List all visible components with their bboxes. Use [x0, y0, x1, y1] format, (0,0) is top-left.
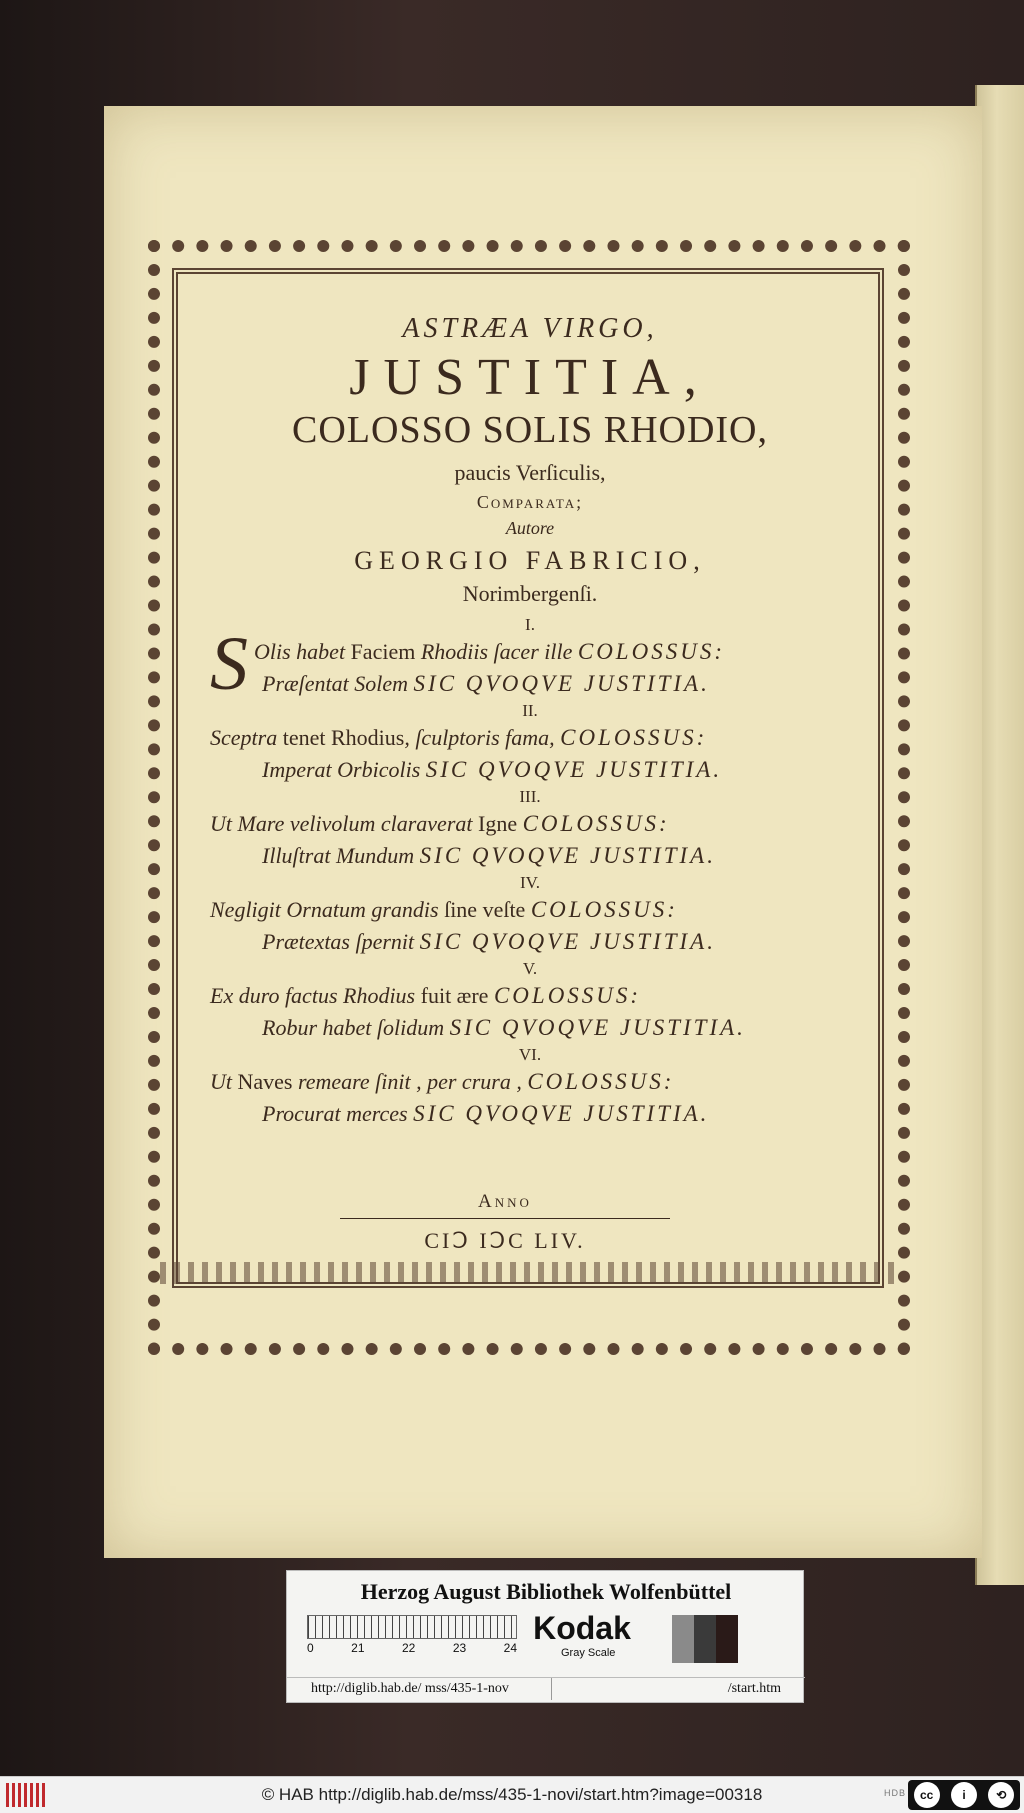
author-name: GEORGIO FABRICIO,	[354, 546, 706, 575]
verse-refrain-line	[210, 754, 850, 786]
title-line-1: ASTRÆA VIRGO,	[402, 313, 658, 344]
title-block	[205, 312, 855, 610]
verse-fragment: Imperat Orbicolis	[262, 757, 426, 782]
stanza-number: III.	[519, 787, 541, 806]
verse-refrain-line	[210, 926, 850, 958]
title-line-6: Autore	[505, 518, 555, 538]
sa-icon: ⟲	[988, 1782, 1014, 1808]
library-label-card	[286, 1570, 804, 1703]
verse-fragment: SIC QVOQVE JUSTITIA.	[449, 1015, 746, 1040]
verse-fragment: SIC QVOQVE JUSTITIA.	[419, 929, 716, 954]
verse-fragment: COLOSSUS:	[527, 1069, 675, 1094]
verse-fragment: SIC QVOQVE JUSTITIA.	[413, 1101, 710, 1126]
gray-swatch	[716, 1615, 738, 1663]
verse-line	[210, 894, 850, 926]
verse-fragment: Negligit Ornatum grandis	[210, 897, 445, 922]
verse-fragment: , ſculptoris fama,	[404, 725, 561, 750]
verse-refrain-line	[210, 668, 850, 700]
ruler-number: 23	[452, 1641, 467, 1655]
verse-fragment: SIC QVOQVE JUSTITIA.	[413, 671, 710, 696]
label-url-row	[287, 1677, 805, 1700]
stanza-number: I.	[525, 615, 535, 634]
verse-fragment: Sceptra	[210, 725, 283, 750]
verse-fragment: Olis habet	[254, 639, 351, 664]
verse-fragment: SIC QVOQVE JUSTITIA.	[425, 757, 723, 782]
verse-fragment: Ut	[210, 1069, 238, 1094]
verse-fragment: Prætextas ſpernit	[262, 929, 420, 954]
author-origin: Norimbergenſi.	[462, 581, 598, 606]
verse-line	[210, 980, 850, 1012]
gray-scale-label: Gray Scale	[561, 1647, 616, 1659]
verse-fragment: Ex duro factus Rhodius	[210, 983, 421, 1008]
verse-line	[210, 1066, 850, 1098]
cc-license-badge[interactable]	[908, 1780, 1020, 1810]
verse-fragment: fuit ære	[420, 983, 494, 1008]
stanza-number: VI.	[518, 1045, 542, 1064]
stanza-number: II.	[522, 701, 538, 720]
verse-fragment: SIC QVOQVE JUSTITIA.	[419, 843, 716, 868]
adjacent-page-edge	[975, 85, 1024, 1585]
ruler-scale	[307, 1615, 517, 1639]
verse-line	[210, 722, 850, 754]
verse-fragment: COLOSSUS:	[577, 639, 725, 664]
stanza-number: IV.	[520, 873, 540, 892]
verse-block	[210, 614, 850, 1130]
verse-line	[210, 808, 850, 840]
verse-fragment: Præſentat Solem	[262, 671, 414, 696]
ruler-number: 21	[351, 1641, 365, 1655]
ornamental-border-band	[160, 1262, 898, 1284]
verse-fragment: ſine veſte	[444, 897, 531, 922]
imprint-block	[340, 1190, 670, 1255]
gray-swatches	[672, 1615, 738, 1663]
verse-fragment: Ut Mare velivolum claraverat	[210, 811, 478, 836]
verse-fragment: Igne	[478, 811, 523, 836]
verse-fragment: COLOSSUS:	[560, 725, 708, 750]
ruler-numbers	[307, 1641, 517, 1655]
verse-fragment: Illuſtrat Mundum	[262, 843, 420, 868]
verse-refrain-line	[210, 840, 850, 872]
verse-fragment: Naves	[237, 1069, 298, 1094]
drop-cap: S	[210, 622, 248, 706]
title-line-4: paucis Verſiculis,	[454, 460, 606, 485]
verse-fragment: remeare ſinit , per crura ,	[297, 1069, 528, 1094]
ruler-number: 0	[307, 1641, 314, 1655]
anno-rule	[340, 1218, 670, 1219]
verse-refrain-line	[210, 1098, 850, 1130]
verse-fragment: Faciem	[350, 639, 421, 664]
verse-fragment: COLOSSUS:	[530, 897, 678, 922]
label-url-left: http://diglib.hab.de/ mss/435-1-nov	[311, 1681, 509, 1696]
footer-bar	[0, 1776, 1024, 1813]
ruler-number: 24	[503, 1641, 517, 1655]
verse-fragment: Rhodiis ſacer ille	[420, 639, 578, 664]
anno-label: Anno	[478, 1191, 532, 1212]
ruler-number: 22	[401, 1641, 416, 1655]
verse-fragment: Robur habet ſolidum	[262, 1015, 450, 1040]
gray-swatch	[694, 1615, 716, 1663]
verse-refrain-line	[210, 1012, 850, 1044]
copyright-link[interactable]: © HAB http://diglib.hab.de/mss/435-1-novi/start.htm?image=00318	[261, 1785, 763, 1804]
title-line-5: Comparata;	[476, 492, 584, 512]
title-line-2: JUSTITIA,	[349, 349, 711, 406]
verse-fragment: COLOSSUS:	[493, 983, 642, 1008]
verse-fragment: COLOSSUS:	[522, 811, 670, 836]
by-icon: i	[951, 1782, 977, 1808]
library-name: Herzog August Bibliothek Wolfenbüttel	[360, 1579, 732, 1604]
gray-swatch	[672, 1615, 694, 1663]
title-line-3: COLOSSO SOLIS RHODIO,	[292, 409, 768, 451]
cc-icon: cc	[914, 1782, 940, 1808]
kodak-logo: Kodak	[533, 1610, 631, 1646]
stanza-number: V.	[522, 959, 538, 978]
verse-fragment: Procurat merces	[262, 1101, 414, 1126]
label-url-right: /start.htm	[727, 1681, 781, 1696]
label-url-divider	[551, 1678, 552, 1700]
hdb-mark: HDB	[884, 1788, 907, 1798]
anno-year: CIↃ IↃC LIV.	[424, 1228, 586, 1253]
verse-fragment: tenet Rhodius	[282, 725, 405, 750]
